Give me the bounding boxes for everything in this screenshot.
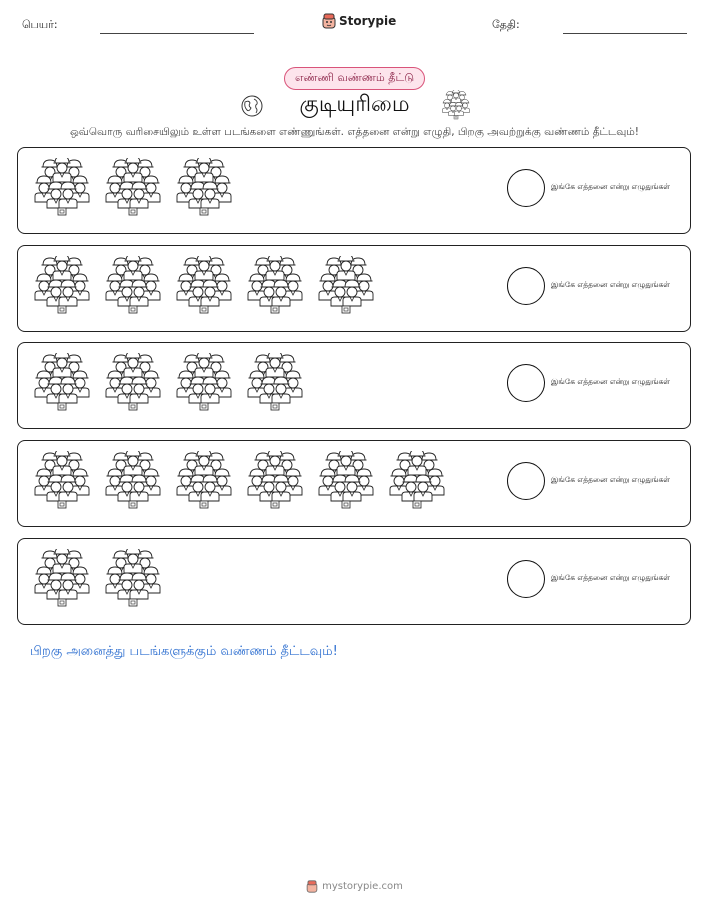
site-url[interactable]: mystorypie.com: [322, 881, 403, 892]
answer-circle[interactable]: [507, 462, 545, 500]
citizens-group-icon[interactable]: [101, 451, 165, 513]
counting-row: [17, 245, 691, 332]
date-field[interactable]: [563, 33, 687, 34]
answer-label: இங்கே எத்தனை என்று எழுதுங்கள்: [551, 475, 671, 484]
counting-row: [17, 440, 691, 527]
answer-circle[interactable]: [507, 364, 545, 402]
brand-name: Storypie: [339, 14, 397, 28]
footer-note: பிறகு அனைத்து படங்களுக்கும் வண்ணம் தீட்டவும்!: [30, 644, 338, 659]
citizens-group-icon[interactable]: [243, 353, 307, 415]
citizens-group-icon[interactable]: [243, 256, 307, 318]
date-label: தேதி:: [492, 18, 520, 31]
answer-label: இங்கே எத்தனை என்று எழுதுங்கள்: [551, 280, 671, 289]
counting-row: [17, 147, 691, 234]
counting-row: [17, 538, 691, 625]
citizens-group-icon[interactable]: [172, 353, 236, 415]
title-row: [0, 90, 709, 122]
name-label: பெயர்:: [22, 18, 58, 31]
people-group-icon: [440, 90, 472, 122]
citizens-group-icon[interactable]: [172, 158, 236, 220]
answer-circle[interactable]: [507, 560, 545, 598]
citizens-group-icon[interactable]: [314, 256, 378, 318]
answer-label: இங்கே எத்தனை என்று எழுதுங்கள்: [551, 377, 671, 386]
citizens-group-icon[interactable]: [30, 353, 94, 415]
citizens-group-icon[interactable]: [243, 451, 307, 513]
citizens-group-icon[interactable]: [172, 451, 236, 513]
citizens-group-icon[interactable]: [172, 256, 236, 318]
citizens-group-icon[interactable]: [30, 451, 94, 513]
storypie-small-icon: [306, 880, 318, 893]
citizens-group-icon[interactable]: [101, 353, 165, 415]
citizens-group-icon[interactable]: [30, 256, 94, 318]
answer-label: இங்கே எத்தனை என்று எழுதுங்கள்: [551, 573, 671, 582]
citizens-group-icon[interactable]: [314, 451, 378, 513]
counting-row: [17, 342, 691, 429]
instructions: ஒவ்வொரு வரிசையிலும் உள்ள படங்களை எண்ணுங்கள். எத்தனை என்று எழுதி, பிறகு அவற்றுக்கு வண்ணம் தீட்டவும்!: [70, 126, 639, 138]
answer-label: இங்கே எத்தனை என்று எழுதுங்கள்: [551, 182, 671, 191]
answer-circle[interactable]: [507, 267, 545, 305]
citizens-group-icon[interactable]: [101, 549, 165, 611]
citizens-group-icon[interactable]: [30, 549, 94, 611]
citizens-group-icon[interactable]: [30, 158, 94, 220]
answer-circle[interactable]: [507, 169, 545, 207]
citizens-group-icon[interactable]: [385, 451, 449, 513]
citizens-group-icon[interactable]: [101, 158, 165, 220]
worksheet-header: [0, 0, 709, 50]
site-footer: [0, 880, 709, 893]
storypie-mascot-icon: [322, 13, 336, 29]
storypie-logo: [322, 13, 396, 29]
name-field[interactable]: [100, 33, 254, 34]
citizens-group-icon[interactable]: [101, 256, 165, 318]
activity-badge-container: [0, 66, 709, 90]
activity-badge: எண்ணி வண்ணம் தீட்டு: [284, 67, 425, 90]
page-title: குடியுரிமை: [299, 92, 410, 117]
